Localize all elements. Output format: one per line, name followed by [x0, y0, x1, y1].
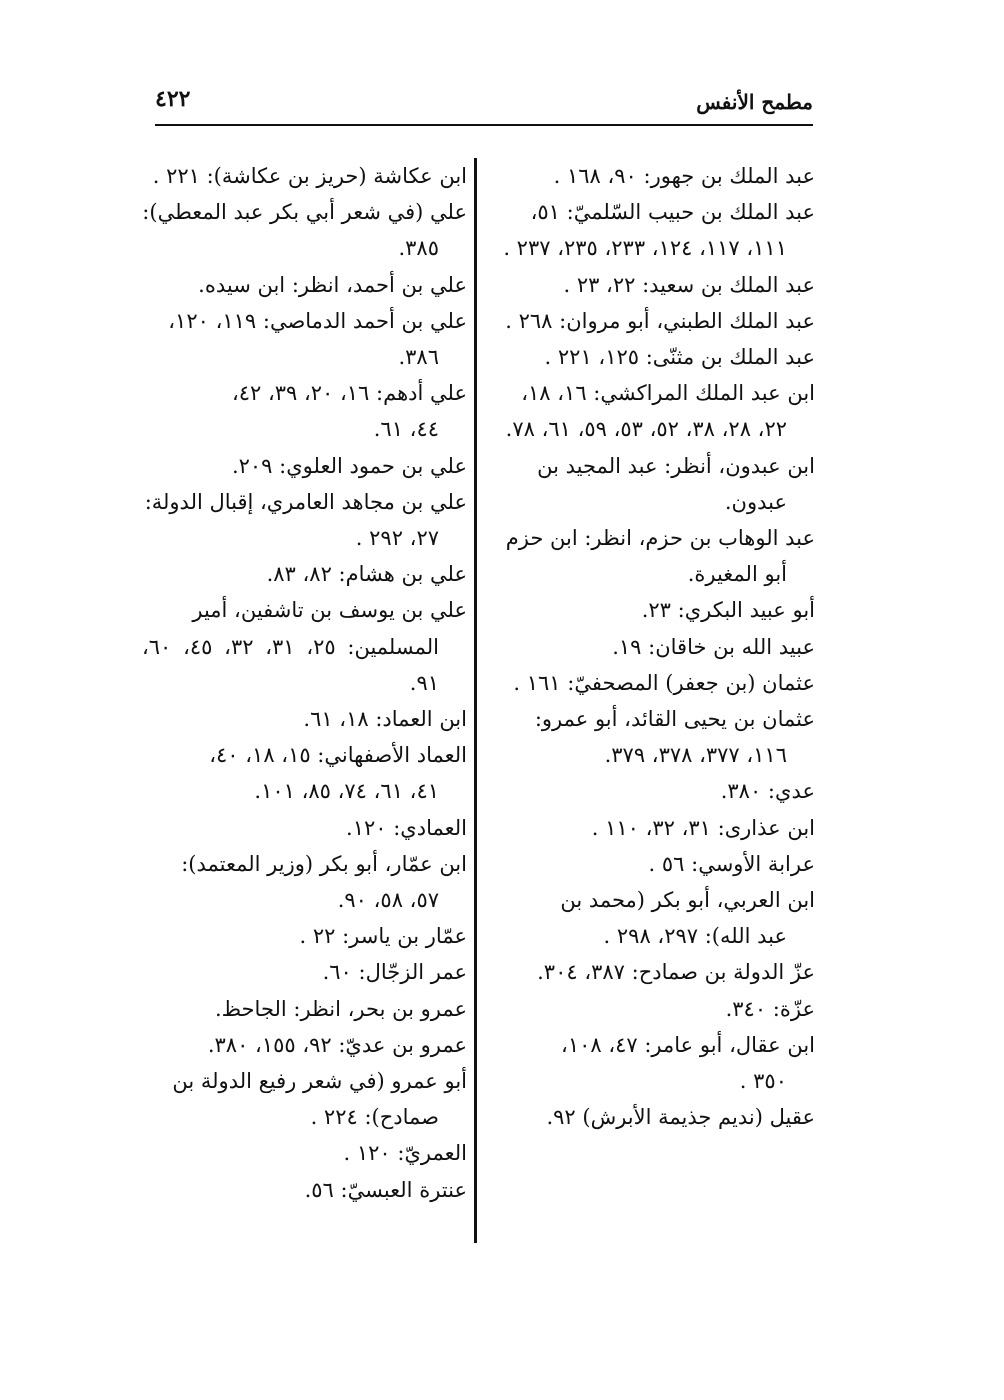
entry-heading: علي بن أحمد، انظر: ابن سيده.	[198, 272, 467, 297]
entry-heading: عثمان (بن جعفر) المصحفيّ: ١٦١ .	[513, 670, 815, 695]
index-column-right	[490, 158, 815, 1135]
index-entry	[142, 448, 467, 484]
index-entry	[490, 773, 815, 809]
entry-heading: ابن العربي، أبو بكر (محمد بن	[560, 888, 815, 913]
column-divider	[474, 158, 477, 1243]
index-entry	[490, 158, 815, 194]
entry-heading: علي بن مجاهد العامري، إقبال الدولة:	[144, 489, 467, 514]
entry-heading: ابن عبد الملك المراكشي: ١٦، ١٨،	[521, 381, 815, 406]
entry-continuation: ٣٥٠ .	[739, 1069, 787, 1094]
entry-heading: عمرو بن بحر، انظر: الجاحظ.	[214, 996, 467, 1021]
entry-heading: عنترة العبسيّ: ٥٦.	[304, 1177, 467, 1202]
entry-continuation: صمادح): ٢٢٤ .	[310, 1105, 439, 1130]
entry-heading: العماد الأصفهاني: ١٥، ١٨، ٤٠،	[209, 743, 467, 768]
index-entry	[142, 556, 467, 592]
entry-heading: علي (في شعر أبي بكر عبد المعطي):	[142, 200, 467, 225]
entry-heading: عدي: ٣٨٠.	[720, 779, 815, 804]
index-entry	[142, 846, 467, 918]
page-number: ٤٢٢	[155, 86, 191, 112]
index-entry	[490, 194, 815, 266]
entry-heading: عبد الملك بن مثنّى: ١٢٥، ٢٢١ .	[544, 345, 815, 370]
index-entry	[142, 592, 467, 701]
entry-heading: ابن العماد: ١٨، ٦١.	[303, 707, 467, 732]
index-entry	[142, 1063, 467, 1135]
entry-continuation: ١١٦، ٣٧٧، ٣٧٨، ٣٧٩.	[604, 743, 787, 768]
index-entry	[142, 1135, 467, 1171]
entry-continuation: ٢٧، ٢٩٢ .	[355, 526, 439, 551]
index-entry	[142, 303, 467, 375]
index-entry	[490, 810, 815, 846]
index-entry	[490, 954, 815, 990]
entry-heading: ابن عمّار، أبو بكر (وزير المعتمد):	[181, 851, 467, 876]
entry-heading: ابن عقال، أبو عامر: ٤٧، ١٠٨،	[561, 1032, 815, 1057]
running-header	[155, 82, 813, 122]
entry-heading: عثمان بن يحيى القائد، أبو عمرو:	[534, 707, 815, 732]
entry-heading: عمّار بن ياسر: ٢٢ .	[299, 924, 467, 949]
index-entry	[490, 1099, 815, 1135]
entry-continuation: عبدون.	[724, 489, 787, 514]
entry-heading: ابن عذارى: ٣١، ٣٢، ١١٠ .	[591, 815, 815, 840]
index-entry	[142, 375, 467, 447]
entry-continuation: ٤١، ٦١، ٧٤، ٨٥، ١٠١.	[254, 779, 439, 804]
entry-heading: عقيل (نديم جذيمة الأبرش) ٩٢.	[546, 1105, 815, 1130]
entry-continuation: ٣٨٦.	[398, 345, 439, 370]
header-rule	[155, 124, 813, 126]
index-entry	[142, 737, 467, 809]
entry-continuation: ٣٨٥.	[398, 236, 439, 261]
entry-heading: علي بن حمود العلوي: ٢٠٩.	[231, 453, 467, 478]
index-entry	[142, 954, 467, 990]
entry-heading: ابن عكاشة (حريز بن عكاشة): ٢٢١ .	[152, 164, 467, 188]
entry-continuation: عبد الله): ٢٩٧، ٢٩٨ .	[603, 924, 787, 949]
index-entry	[142, 810, 467, 846]
entry-heading: علي بن أحمد الدماصي: ١١٩، ١٢٠،	[168, 308, 467, 333]
index-entry	[142, 158, 467, 194]
index-entry	[490, 339, 815, 375]
entry-heading: عمرو بن عديّ: ٩٢، ١٥٥، ٣٨٠.	[207, 1032, 467, 1057]
entry-continuation: أبو المغيرة.	[687, 562, 787, 587]
index-column-left	[142, 158, 467, 1208]
index-entry	[142, 194, 467, 266]
index-entry	[490, 629, 815, 665]
entry-heading: العمادي: ١٢٠.	[346, 815, 467, 840]
entry-heading: ابن عبدون، أنظر: عبد المجيد بن	[537, 453, 815, 478]
index-entry	[490, 448, 815, 520]
index-entry	[490, 520, 815, 592]
entry-heading: عبد الملك بن حبيب السّلميّ: ٥١،	[530, 200, 815, 225]
running-title: مطمح الأنفس	[696, 90, 813, 114]
index-entry	[490, 991, 815, 1027]
index-entry	[490, 303, 815, 339]
entry-continuation: ٢٢، ٢٨، ٣٨، ٥٢، ٥٣، ٥٩، ٦١، ٧٨.	[505, 417, 787, 442]
index-entry	[142, 267, 467, 303]
entry-heading: العمريّ: ١٢٠ .	[343, 1141, 467, 1166]
entry-continuation: ٥٧، ٥٨، ٩٠.	[337, 888, 439, 913]
index-entry	[490, 1027, 815, 1099]
entry-continuation: المسلمين: ٢٥، ٣١، ٣٢، ٤٥، ٦٠، ٩١.	[142, 634, 439, 695]
entry-heading: عرابة الأوسي: ٥٦ .	[648, 851, 815, 876]
entry-heading: أبو عمرو (في شعر رفيع الدولة بن	[172, 1069, 467, 1094]
index-entry	[142, 1172, 467, 1208]
index-entry	[490, 882, 815, 954]
index-entry	[490, 701, 815, 773]
entry-heading: عبد الملك الطبني، أبو مروان: ٢٦٨ .	[505, 308, 815, 333]
index-entry	[490, 592, 815, 628]
entry-heading: علي أدهم: ١٦، ٢٠، ٣٩، ٤٢،	[231, 381, 467, 406]
entry-continuation: ٤٤، ٦١.	[373, 417, 439, 442]
entry-heading: عبد الملك بن سعيد: ٢٢، ٢٣ .	[563, 272, 815, 297]
entry-continuation: ١١١، ١١٧، ١٢٤، ٢٣٣، ٢٣٥، ٢٣٧ .	[503, 236, 787, 261]
entry-heading: عزّ الدولة بن صمادح: ٣٨٧، ٣٠٤.	[537, 960, 815, 985]
index-entry	[490, 665, 815, 701]
index-entry	[490, 846, 815, 882]
entry-heading: أبو عبيد البكري: ٢٣.	[641, 598, 815, 623]
index-entry	[490, 375, 815, 447]
index-entry	[490, 267, 815, 303]
index-entry	[142, 484, 467, 556]
entry-heading: عبد الوهاب بن حزم، انظر: ابن حزم	[505, 526, 815, 551]
index-entry	[142, 1027, 467, 1063]
entry-heading: عبد الملك بن جهور: ٩٠، ١٦٨ .	[553, 164, 815, 188]
index-entry	[142, 918, 467, 954]
index-entry	[142, 991, 467, 1027]
index-entry	[142, 701, 467, 737]
entry-heading: عزّة: ٣٤٠.	[725, 996, 815, 1021]
entry-heading: علي بن هشام: ٨٢، ٨٣.	[266, 562, 467, 587]
entry-heading: علي بن يوسف بن تاشفين، أمير	[192, 598, 467, 623]
entry-heading: عمر الزجّال: ٦٠.	[322, 960, 467, 985]
entry-heading: عبيد الله بن خاقان: ١٩.	[612, 634, 815, 659]
